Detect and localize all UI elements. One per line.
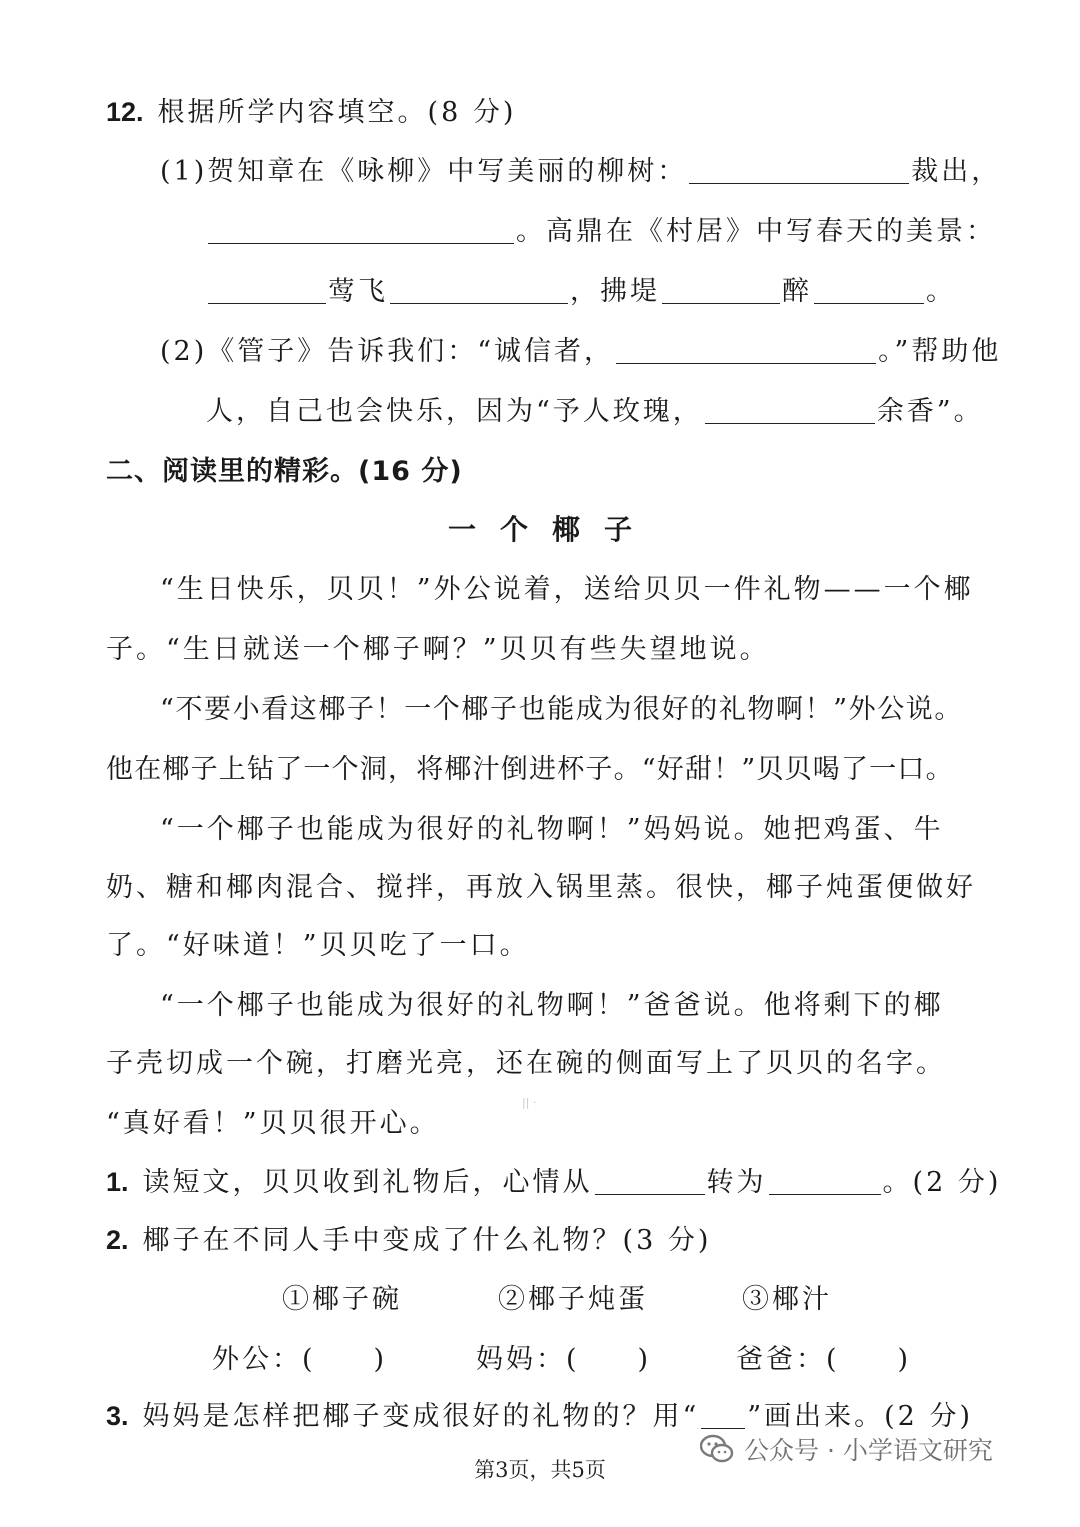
q12-p2-text-d: 余香”。 [876, 396, 984, 427]
story-line: 了。“好味道！”贝贝吃了一口。 [106, 930, 530, 961]
q12-part1-line2 [206, 212, 996, 252]
q2-answer-dad [736, 1340, 911, 1380]
q12-part1-line3 [206, 272, 956, 312]
story-line: “一个椰子也能成为很好的礼物啊！”爸爸说。他将剩下的椰 [160, 990, 944, 1021]
q2-person-label: 爸爸：( [736, 1344, 840, 1375]
section-heading: 二、阅读里的精彩。(16 分) [106, 456, 463, 487]
scan-speck [520, 1095, 568, 1109]
answer-blank[interactable] [705, 393, 875, 424]
question-3 [106, 1396, 973, 1436]
q12-p1-text-b: 裁出， [911, 156, 1002, 187]
svg-text:|| ·: || · [522, 1096, 537, 1109]
q2-answer-mom [476, 1340, 651, 1380]
story-line: “不要小看这椰子！一个椰子也能成为很好的礼物啊！”外公说。 [160, 694, 964, 725]
story-line: 子壳切成一个碗，打磨光亮，还在碗的侧面写上了贝贝的名字。 [106, 1048, 946, 1079]
close-paren: ) [637, 1344, 652, 1375]
answer-blank[interactable] [662, 273, 780, 304]
q1-number: 1. [106, 1167, 129, 1197]
q2-person-label: 外公：( [212, 1344, 316, 1375]
close-paren: ) [897, 1344, 912, 1375]
q1-text-a: 读短文，贝贝收到礼物后，心情从 [142, 1167, 593, 1198]
story-line: 子。“生日就送一个椰子啊？”贝贝有些失望地说。 [106, 634, 770, 665]
page-number: 第3页，共5页 [474, 1458, 606, 1482]
q2-person-label: 妈妈：( [476, 1344, 580, 1375]
q12-p1-text-f: 醉 [782, 276, 812, 307]
q1-text-b: 转为 [706, 1167, 767, 1198]
story-line: “一个椰子也能成为很好的礼物啊！”妈妈说。她把鸡蛋、牛 [160, 814, 944, 845]
q2-number: 2. [106, 1225, 129, 1255]
q12-p2-text-a: (2)《管子》告诉我们：“诚信者， [160, 336, 615, 367]
q2-text: 椰子在不同人手中变成了什么礼物？(3 分) [142, 1225, 712, 1256]
answer-blank[interactable] [616, 333, 876, 364]
underline-sample [701, 1398, 745, 1429]
story-line: 他在椰子上钻了一个洞，将椰汁倒进杯子。“好甜！”贝贝喝了一口。 [106, 754, 954, 785]
answer-blank[interactable] [814, 273, 924, 304]
q12-part2-line2 [206, 392, 984, 432]
q1-text-c: 。(2 分) [882, 1167, 1002, 1198]
answer-blank[interactable] [208, 213, 514, 244]
q12-number: 12. [106, 97, 144, 127]
question-2 [106, 1220, 711, 1260]
q12-p1-text-d: 莺飞 [328, 276, 388, 307]
q2-option-1: ①椰子碗 [282, 1284, 402, 1315]
q2-option-2: ②椰子炖蛋 [498, 1284, 648, 1315]
q12-p1-text-g: 。 [926, 276, 956, 307]
q3-text-b: ”画出来。(2 分) [747, 1401, 973, 1432]
q2-answer-grandpa [212, 1340, 387, 1380]
story-line: 奶、糖和椰肉混合、搅拌，再放入锅里蒸。很快，椰子炖蛋便做好 [106, 872, 976, 903]
watermark-text: 公众号 · 小学语文研究 [744, 1436, 993, 1465]
q12-heading [106, 92, 516, 132]
answer-blank[interactable] [390, 273, 568, 304]
q12-p1-text-c: 。高鼎在《村居》中写春天的美景： [516, 216, 996, 247]
story-line: “生日快乐，贝贝！”外公说着，送给贝贝一件礼物——一个椰 [160, 574, 974, 605]
story-title: 一个椰子 [447, 513, 656, 546]
question-1 [106, 1162, 1001, 1202]
q12-text: 根据所学内容填空。(8 分) [157, 97, 517, 128]
q12-p1-text-a: (1)贺知章在《咏柳》中写美丽的柳树： [160, 156, 688, 187]
answer-blank[interactable] [595, 1164, 705, 1195]
close-paren: ) [373, 1344, 388, 1375]
q12-part1-line1 [160, 152, 1001, 192]
story-line: “真好看！”贝贝很开心。 [106, 1108, 440, 1139]
answer-blank[interactable] [769, 1164, 881, 1195]
q3-text-a: 妈妈是怎样把椰子变成很好的礼物的？用“ [142, 1401, 700, 1432]
answer-blank[interactable] [689, 153, 909, 184]
q2-option-3: ③椰汁 [742, 1284, 832, 1315]
q12-p2-text-b: 。”帮助他 [878, 336, 1002, 367]
answer-blank[interactable] [208, 273, 326, 304]
q12-p1-text-e: ，拂堤 [570, 276, 660, 307]
q12-p2-text-c: 人，自己也会快乐，因为“予人玫瑰， [206, 396, 703, 427]
q3-number: 3. [106, 1401, 129, 1431]
q12-part2-line1 [160, 332, 1001, 372]
